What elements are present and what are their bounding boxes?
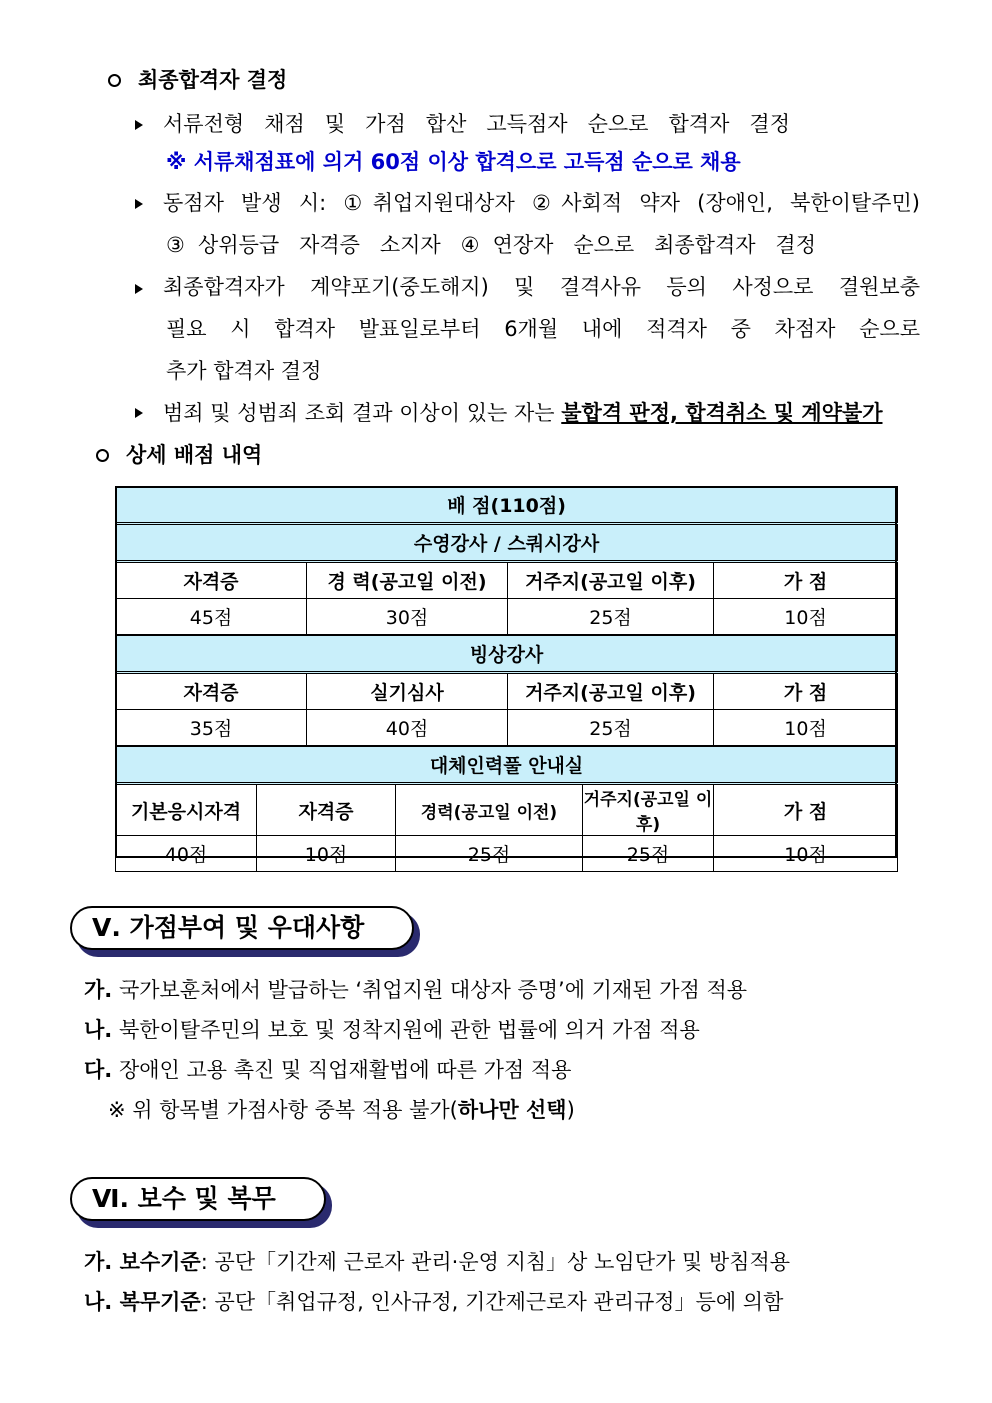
decision-bullet-4	[163, 399, 883, 427]
table-cell: 25점	[508, 710, 714, 747]
decision-bullet-4-emphasis: 불합격 판정, 합격취소 및 계약불가	[561, 401, 883, 425]
item-text: : 공단「취업규정, 인사규정, 기간제근로자 관리규정」등에 의함	[200, 1290, 784, 1314]
hollow-circle-icon	[96, 449, 109, 462]
table-cell: 25점	[583, 836, 714, 872]
table-cell: 45점	[116, 599, 307, 636]
group-name-skating: 빙상강사	[116, 635, 898, 673]
item-marker: 나.	[84, 1018, 113, 1042]
column-header: 기본응시자격	[116, 784, 257, 836]
column-header: 거주지(공고일 이후)	[508, 562, 714, 599]
table-cell: 10점	[714, 836, 898, 872]
table-cell: 10점	[257, 836, 396, 872]
item-marker: 나. 복무기준	[84, 1290, 201, 1314]
bullet-triangle-icon	[135, 199, 143, 209]
table-cell: 25점	[508, 599, 714, 636]
column-header: 가 점	[714, 673, 898, 710]
item-text: 국가보훈처에서 발급하는 ‘취업지원 대상자 증명’에 기재된 가점 적용	[112, 978, 748, 1002]
table-title: 배 점(110점)	[116, 487, 898, 524]
decision-bullet-1: 서류전형 채점 및 가점 합산 고득점자 순으로 합격자 결정	[163, 112, 790, 136]
detail-heading: 상세 배점 내역	[126, 443, 263, 467]
decision-bullet-3-line2: 필요 시 합격자 발표일로부터 6개월 내에 적격자 중 차점자 순으로	[166, 317, 920, 341]
decision-bullet-3-line1: 최종합격자가 계약포기(중도해지) 및 결격사유 등의 사정으로 결원보충	[163, 275, 920, 299]
decision-bullet-4-text: 범죄 및 성범죄 조회 결과 이상이 있는 자는	[163, 401, 562, 425]
section-5-title: Ⅴ. 가점부여 및 우대사항	[70, 906, 414, 950]
column-header: 가 점	[714, 784, 898, 836]
hollow-circle-icon	[108, 74, 121, 87]
table-cell: 40점	[307, 710, 508, 747]
decision-heading: 최종합격자 결정	[138, 68, 288, 92]
column-header: 자격증	[116, 673, 307, 710]
table-cell: 35점	[116, 710, 307, 747]
column-header: 실기심사	[307, 673, 508, 710]
group-name-swim-squash: 수영강사 / 스쿼시강사	[116, 524, 898, 562]
column-header: 자격증	[116, 562, 307, 599]
note-text: ※ 위 항목별 가점사항 중복 적용 불가(	[108, 1098, 458, 1122]
section-5-note	[108, 1096, 575, 1124]
bullet-triangle-icon	[135, 408, 143, 418]
item-text: : 공단「기간제 근로자 관리·운영 지침」상 노임단가 및 방침적용	[200, 1250, 791, 1274]
item-marker: 가. 보수기준	[84, 1250, 201, 1274]
bullet-triangle-icon	[135, 284, 143, 294]
item-text: 북한이탈주민의 보호 및 정착지원에 관한 법률에 의거 가점 적용	[112, 1018, 700, 1042]
item-marker: 가.	[84, 978, 113, 1002]
column-header: 자격증	[257, 784, 396, 836]
column-header: 경 력(공고일 이전)	[307, 562, 508, 599]
item-text: 장애인 고용 촉진 및 직업재활법에 따른 가점 적용	[112, 1058, 572, 1082]
column-header: 거주지(공고일 이후)	[508, 673, 714, 710]
section-6-item	[84, 1288, 783, 1316]
column-header: 거주지(공고일 이후)	[583, 784, 714, 836]
section-5-item	[84, 1056, 571, 1084]
section-6-item	[84, 1248, 790, 1276]
note-emphasis: 하나만 선택	[457, 1098, 567, 1122]
decision-bullet-3-line3: 추가 합격자 결정	[166, 359, 322, 383]
table-cell: 10점	[714, 710, 898, 747]
column-header: 경력(공고일 이전)	[396, 784, 583, 836]
decision-note: ※ 서류채점표에 의거 60점 이상 합격으로 고득점 순으로 채용	[166, 150, 741, 174]
table-cell: 40점	[116, 836, 257, 872]
table-cell: 25점	[396, 836, 583, 872]
section-5-item	[84, 976, 747, 1004]
section-5-item	[84, 1016, 700, 1044]
column-header: 가 점	[714, 562, 898, 599]
decision-bullet-2-line2: ③상위등급 자격증 소지자 ④연장자 순으로 최종합격자 결정	[166, 233, 816, 257]
group-name-substitute-pool: 대체인력풀 안내실	[116, 746, 898, 784]
table-cell: 30점	[307, 599, 508, 636]
table-cell: 10점	[714, 599, 898, 636]
decision-bullet-2-line1: 동점자 발생 시: ①취업지원대상자 ②사회적 약자 (장애인, 북한이탈주민)	[163, 191, 920, 215]
item-marker: 다.	[84, 1058, 113, 1082]
section-6-title: Ⅵ. 보수 및 복무	[70, 1177, 326, 1221]
score-table	[115, 486, 898, 872]
bullet-triangle-icon	[135, 120, 143, 130]
note-suffix: )	[566, 1098, 575, 1122]
